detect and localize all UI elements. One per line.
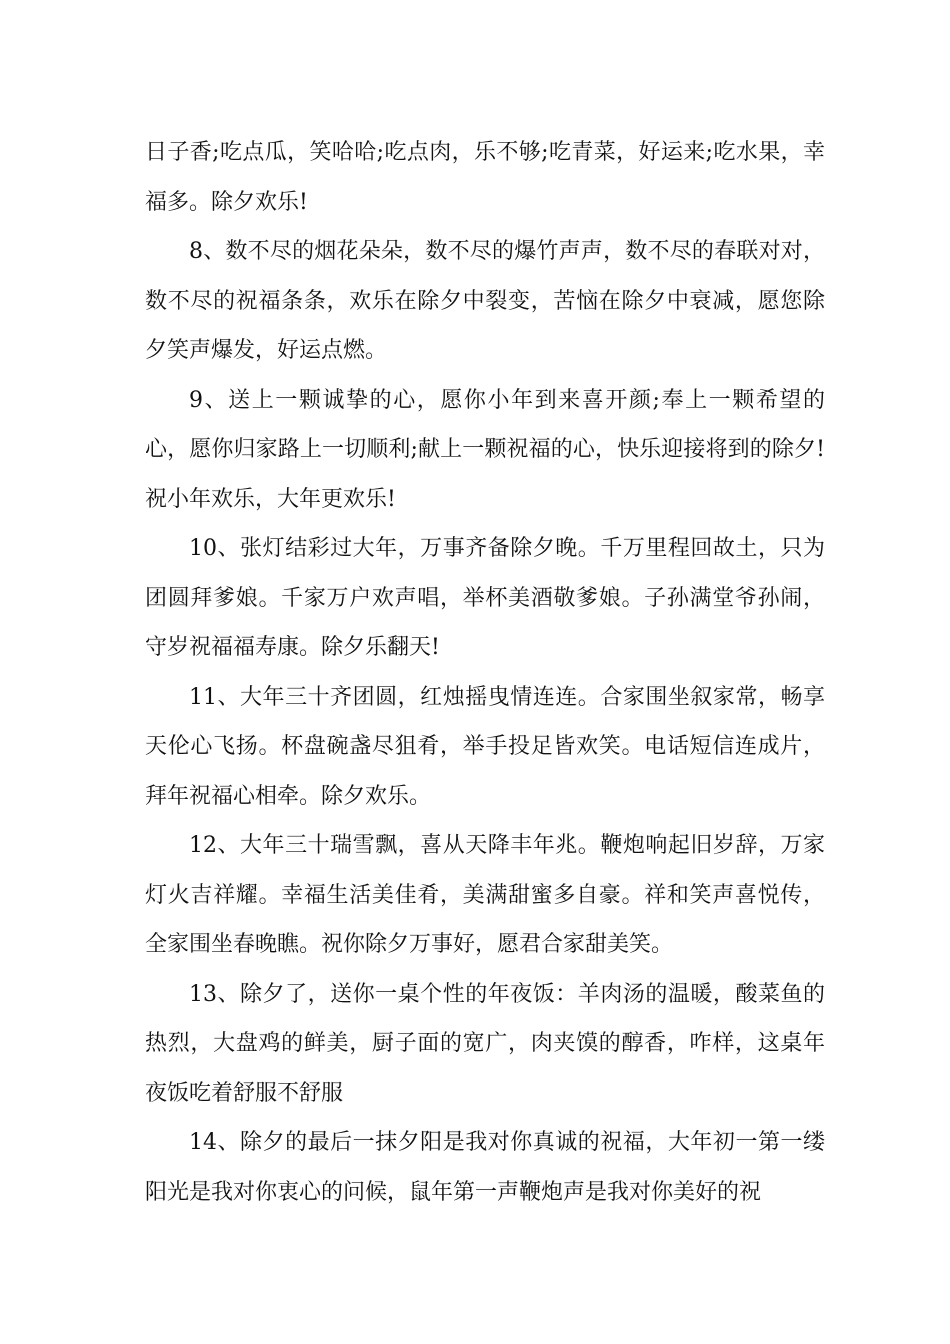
paragraph-13: 13、除夕了，送你一桌个性的年夜饭：羊肉汤的温暖，酸菜鱼的热烈，大盘鸡的鲜美，厨子面的宽广，肉夹馍的醇香，咋样，这桌年夜饭吃着舒服不舒服 — [145, 981, 825, 1106]
paragraph-11: 11、大年三十齐团圆，红烛摇曳情连连。合家围坐叙家常，畅享天伦心飞扬。杯盘碗盏尽狙肴，举手投足皆欢笑。电话短信连成片，拜年祝福心相牵。除夕欢乐。 — [145, 684, 825, 809]
paragraph-9: 9、送上一颗诚挚的心，愿你小年到来喜开颜;奉上一颗希望的心，愿你归家路上一切顺利;献上一颗祝福的心，快乐迎接将到的除夕!祝小年欢乐，大年更欢乐! — [145, 387, 825, 512]
paragraph-continued: 日子香;吃点瓜，笑哈哈;吃点肉，乐不够;吃青菜，好运来;吃水果，幸福多。除夕欢乐! — [145, 140, 825, 215]
paragraph-8: 8、数不尽的烟花朵朵，数不尽的爆竹声声，数不尽的春联对对，数不尽的祝福条条，欢乐在除夕中裂变，苦恼在除夕中衰减，愿您除夕笑声爆发，好运点燃。 — [145, 239, 825, 363]
paragraph-12: 12、大年三十瑞雪飘，喜从天降丰年兆。鞭炮响起旧岁辞，万家灯火吉祥耀。幸福生活美佳肴，美满甜蜜多自豪。祥和笑声喜悦传，全家围坐春晚瞧。祝你除夕万事好，愿君合家甜美笑。 — [145, 833, 825, 957]
paragraph-14: 14、除夕的最后一抹夕阳是我对你真诚的祝福，大年初一第一缕阳光是我对你衷心的问候，鼠年第一声鞭炮声是我对你美好的祝 — [145, 1130, 825, 1205]
paragraph-10: 10、张灯结彩过大年，万事齐备除夕晚。千万里程回故土，只为团圆拜爹娘。千家万户欢声唱，举杯美酒敬爹娘。子孙满堂爷孙闹，守岁祝福福寿康。除夕乐翻天! — [145, 536, 825, 660]
document-page — [145, 128, 825, 1217]
